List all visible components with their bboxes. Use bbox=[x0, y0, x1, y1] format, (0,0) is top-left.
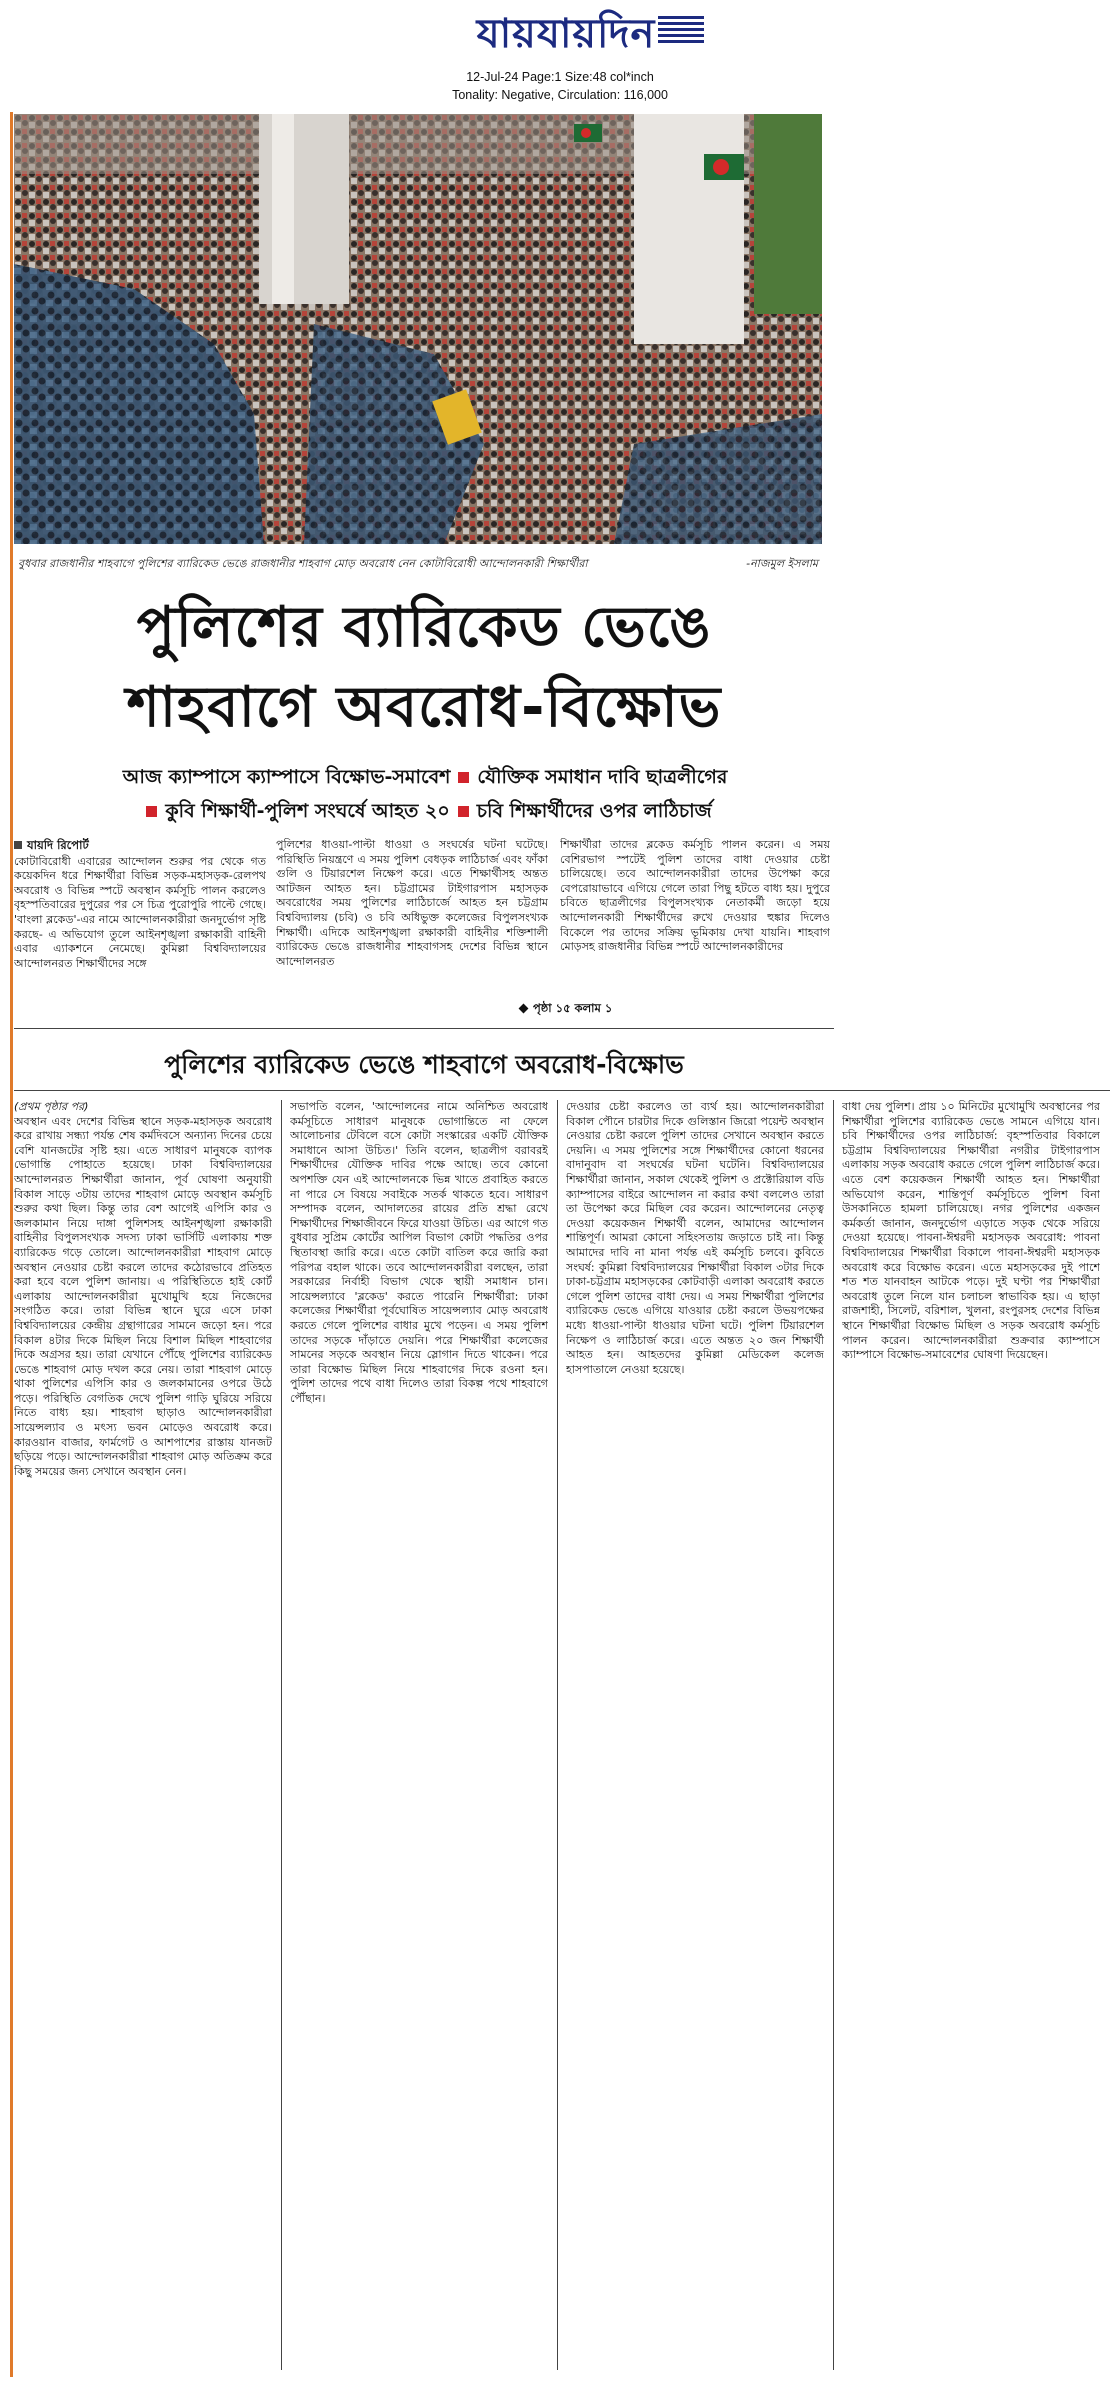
red-square-icon bbox=[458, 806, 469, 817]
protest-photo bbox=[14, 114, 822, 544]
masthead bbox=[0, 0, 1120, 108]
headline-line-1: পুলিশের ব্যারিকেড ভেঙে bbox=[136, 595, 712, 660]
photo-caption: বুধবার রাজধানীর শাহবাগে পুলিশের ব্যারিকেড ভেঙে রাজধানীর শাহবাগ মোড় অবরোধ নেন কোটাবিরোধী আন্দোলনকারী শিক্ষার্থীরা -নাজমুল ইসলাম bbox=[18, 555, 818, 574]
column-rule bbox=[281, 1100, 282, 2370]
newspaper-logo: যায়যায়দিন bbox=[428, 8, 704, 62]
lead-column-3: শিক্ষার্থীরা তাদের ব্লকেড কর্মসূচি পালন করেন। এ সময় বেশিরভাগ স্পটেই পুলিশ তাদের বাধা দেওয়ার চেষ্টা চালিয়েছে। তবে আন্দোলনকারীরা তাদের উপেক্ষা করে বেপরোয়াভাবে এগিয়ে গেলে তারা পিছু হটতে বাধ্য হয়। দুপুরে চবিতে ছাত্রলীগের বিপুলসংখ্যক নেতাকর্মী জড়ো হয়ে আন্দোলনকারী শিক্ষার্থীদের রুখে দেওয়ার হুঙ্কার দিলেও বিকেলে পর তাদের সক্রিয় ভূমিকায় দেখা যায়নি। শাহবাগ মোড়সহ রাজধানীর বিভিন্ন স্পটে আন্দোলনকারীদের bbox=[560, 838, 830, 954]
diamond-bullet-icon bbox=[519, 1004, 529, 1014]
clipping-meta-tonality: Tonality: Negative, Circulation: 116,000 bbox=[452, 88, 668, 102]
red-square-icon bbox=[458, 772, 469, 783]
red-square-icon bbox=[146, 806, 157, 817]
jump-divider bbox=[14, 1090, 1110, 1091]
subhead-a: আজ ক্যাম্পাসে ক্যাম্পাসে বিক্ষোভ-সমাবেশ bbox=[122, 766, 451, 788]
lead-column-2: পুলিশের ধাওয়া-পাল্টা ধাওয়া ও সংঘর্ষের ঘটনা ঘটেছে। পরিস্থিতি নিয়ন্ত্রণে এ সময় পুলিশ বেধড়ক লাঠিচার্জ এবং ফাঁকা গুলি ও টিয়ারশেল নিক্ষেপ করে। এতে শিক্ষার্থীসহ অন্তত আটজন আহত হন। চট্টগ্রামের টাইগারপাস মহাসড়ক অবরোধের সময় পুলিশের লাঠিচার্জে আহত হন চট্টগ্রাম বিশ্ববিদ্যালয় (চবি) ও চবি অধিভুক্ত কলেজের বিপুলসংখ্যক শিক্ষার্থী। এদিকে আইনশৃঙ্খলা রক্ষাকারী বাহিনীর শক্তিশালী ব্যারিকেড ভেঙে রাজধানীর শাহবাগসহ দেশের বিভিন্ন স্থানে আন্দোলনরত bbox=[276, 838, 548, 968]
subhead-d: চবি শিক্ষার্থীদের ওপর লাঠিচার্জ bbox=[476, 800, 712, 822]
section-divider bbox=[14, 1028, 834, 1029]
accent-bar bbox=[10, 112, 13, 2377]
headline-line-2: শাহবাগে অবরোধ-বিক্ষোভ bbox=[126, 675, 722, 740]
subheads-row-1 bbox=[20, 763, 830, 795]
subhead-b: যৌক্তিক সমাধান দাবি ছাত্রলীগের bbox=[477, 766, 728, 788]
column-rule bbox=[557, 1100, 558, 2370]
column-rule bbox=[833, 1100, 834, 2370]
continuation-note: (প্রথম পৃষ্ঠার পর) bbox=[14, 1100, 89, 1113]
protest-crowd-image bbox=[14, 114, 822, 544]
subheads-row-2 bbox=[20, 797, 830, 829]
lead-column-1: যায়দি রিপোর্ট কোটাবিরোধী এবারের আন্দোলন শুরুর পর থেকে গত কয়েকদিন ধরে শিক্ষার্থীরা বিভিন্ন সড়ক-মহাসড়ক-রেলপথ অবরোধ ও বিভিন্ন স্পটে অবস্থান কর্মসূচি পালন করলেও বৃহস্পতিবারের দুপুরের পর সে চিত্র পুরোপুরি পাল্টে গেছে। 'বাংলা ব্লকেড'-এর নামে আন্দোলনকারীরা জনদুর্ভোগ সৃষ্টি করছে- এ অভিযোগ তুলে আইনশৃঙ্খলা রক্ষাকারী বাহিনী এবার এ্যাকশনে নেমেছে। কুমিল্লা বিশ্ববিদ্যালয়ের আন্দোলনরত শিক্ষার্থীদের সঙ্গে bbox=[14, 838, 266, 970]
jump-column-2: সভাপতি বলেন, 'আন্দোলনের নামে অনিশ্চিত অবরোধ কর্মসূচিতে সাধারণ মানুষকে ভোগান্তিতে না ফেলে আলোচনার টেবিলে বসে কোটা সংস্কারের একটি যৌক্তিক সমাধানে আসা উচিত।' তিনি বলেন, ছাত্রলীগ বরাবরই শিক্ষার্থীদের যৌক্তিক দাবির পক্ষে আছে। তবে কোনো অপশক্তি যেন এই আন্দোলনকে ভিন্ন খাতে প্রবাহিত করতে না পারে সে বিষয়ে সবাইকে সতর্ক থাকতে হবে। সাধারণ সম্পাদক বলেন, আদালতের রায়ের প্রতি শ্রদ্ধা রেখে শিক্ষার্থীদের শিক্ষাজীবনে ফিরে যাওয়া উচিত। এর আগে গত বুধবার সুপ্রিম কোর্টের আপিল বিভাগ কোটা পদ্ধতির ওপর স্থিতাবস্থা জারি করে। এতে কোটা বাতিল করে জারি করা পরিপত্র বহাল থাকে। তবে আন্দোলনকারীরা বলছেন, তারা সরকারের নির্বাহী বিভাগ থেকে স্থায়ী সমাধান চান। সায়েন্সল্যাবে 'ব্লকেড' করতে পারেনি শিক্ষার্থীরা: ঢাকা কলেজের শিক্ষার্থীরা পূর্বঘোষিত সায়েন্সল্যাব মোড় অবরোধ করতে গেলে পুলিশের বাধার মুখে পড়েন। এ সময় পুলিশ তাদের সড়কে দাঁড়াতে দেয়নি। পরে শিক্ষার্থীরা কলেজের সামনের সড়কে অবস্থান নিয়ে স্লোগান দিতে থাকেন। পরে তারা বিক্ষোভ মিছিল নিয়ে শাহবাগের দিকে রওনা হন। পুলিশ তাদের পথে বাধা দিলেও তারা বিকল্প পথে শাহবাগে পৌঁছান। bbox=[290, 1100, 548, 1405]
jump-column-3: দেওয়ার চেষ্টা করলেও তা ব্যর্থ হয়। আন্দোলনকারীরা বিকাল পৌনে চারটার দিকে গুলিস্তান জিরো পয়েন্ট অবস্থান নেওয়ার চেষ্টা করলে পুলিশ তাদের সেখানে অবস্থান করতে দেয়নি। এ সময় পুলিশের সঙ্গে শিক্ষার্থীদের কোনো ধরনের বাদানুবাদ বা সংঘর্ষের ঘটনা ঘটেনি। বিশ্ববিদ্যালয়ের শিক্ষার্থীরা জানান, সকাল থেকেই পুলিশ ও প্রক্টোরিয়াল বডি ক্যাম্পাসের বাইরে আন্দোলন না করার কথা বললেও তারা তা উপেক্ষা করে মিছিল বের করেন। আন্দোলনের নেতৃত্ব দেওয়া কয়েকজন শিক্ষার্থী বলেন, আমাদের আন্দোলন শান্তিপূর্ণ। আমরা কোনো সহিংসতায় জড়াতে চাই না। কিন্তু আমাদের দাবি না মানা পর্যন্ত এই কর্মসূচি চলবে। কুবিতে সংঘর্ষ: কুমিল্লা বিশ্ববিদ্যালয়ের শিক্ষার্থীরা বিকাল ৩টার দিকে ঢাকা-চট্টগ্রাম মহাসড়কের কোটবাড়ী এলাকা অবরোধ করতে গেলে পুলিশ তাদের বাধা দেয়। এ সময় শিক্ষার্থীরা পুলিশের ব্যারিকেড ভেঙে এগিয়ে যাওয়ার চেষ্টা করলে উভয়পক্ষের মধ্যে ধাওয়া-পাল্টা ধাওয়ার ঘটনা ঘটে। পুলিশ টিয়ারশেল নিক্ষেপ ও লাঠিচার্জ করে। এতে অন্তত ২০ জন শিক্ষার্থী আহত হন। আহতদের কুমিল্লা মেডিকেল কলেজ হাসপাতালে নেওয়া হয়েছে। bbox=[566, 1100, 824, 1376]
logo-lines-icon bbox=[658, 16, 704, 46]
jump-column-1: (প্রথম পৃষ্ঠার পর) অবস্থান এবং দেশের বিভিন্ন স্থানে সড়ক-মহাসড়ক অবরোধ করে রাখায় সন্ধ্যা পর্যন্ত শেষ কর্মদিবসে অন্যান্য দিনের চেয়ে বেশি যানজটের সৃষ্টি হয়। এতে সাধারণ মানুষকে ব্যাপক ভোগান্তি পোহাতে হয়েছে। ঢাকা বিশ্ববিদ্যালয়ের আন্দোলনরত শিক্ষার্থীরা জানান, পূর্ব ঘোষণা অনুযায়ী বিকাল সাড়ে ৩টায় তাদের শাহবাগ মোড়ে অবস্থান কর্মসূচি শুরুর কথা ছিল। কিন্তু তার বেশ আগেই এপিসি কার ও জলকামান নিয়ে দাঙ্গা পুলিশসহ আইনশৃঙ্খলা রক্ষাকারী বাহিনীর বিপুলসংখ্যক সদস্য ঢাকা ভার্সিটি এলাকায় শক্ত ব্যারিকেড গড়ে তোলে। আন্দোলনকারীরা শাহবাগ মোড়ে অবস্থান নেওয়ার চেষ্টা করলে তাদের কঠোরভাবে প্রতিহত করা হবে বলে পুলিশ জানায়। এ পরিস্থিতিতে হাই কোর্ট এলাকায় আন্দোলনকারীরা মুখোমুখি হয়ে নিজেদের সংগঠিত করে। তারা বিভিন্ন স্থানে ঘুরে এসে ঢাকা বিশ্ববিদ্যালয়ের কেন্দ্রীয় গ্রন্থাগারের সামনে জড়ো হন। পরে বিকাল ৪টার দিকে মিছিল নিয়ে বিশাল মিছিল শাহবাগের দিকে অগ্রসর হয়। তারা যেখানে পৌঁছে পুলিশের ব্যারিকেড ভেঙে শাহবাগ মোড় দখল করে নেয়। তারা শাহবাগ মোড়ে থাকা পুলিশের এপিসি কার ও জলকামানের ওপরে উঠে পড়ে। পরিস্থিতি বেগতিক দেখে পুলিশ গাড়ি ঘুরিয়ে সরিয়ে নিতে বাধ্য হয়। শাহবাগ ছাড়াও আন্দোলনকারীরা সায়েন্সল্যাব ও মৎস্য ভবন মোড়েও অবরোধ করে। কারওয়ান বাজার, ফার্মগেট ও আশপাশের রাস্তায় যানজট ছড়িয়ে পড়ে। আন্দোলনকারীরা শাহবাগ মোড় অতিক্রম করে কিছু সময়ের জন্য সেখানে অবস্থান নেন। bbox=[14, 1100, 272, 1478]
subhead-c: কুবি শিক্ষার্থী-পুলিশ সংঘর্ষে আহত ২০ bbox=[165, 800, 450, 822]
square-bullet-icon bbox=[14, 841, 22, 849]
clipping-meta-date: 12-Jul-24 Page:1 Size:48 col*inch bbox=[466, 70, 654, 84]
jump-headline: পুলিশের ব্যারিকেড ভেঙে শাহবাগে অবরোধ-বিক্ষোভ bbox=[164, 1050, 684, 1079]
photo-credit: -নাজমুল ইসলাম bbox=[746, 557, 818, 570]
jump-column-4: বাধা দেয় পুলিশ। প্রায় ১০ মিনিটের মুখোমুখি অবস্থানের পর শিক্ষার্থীরা পুলিশের ব্যারিকেড ভেঙে সামনে এগিয়ে যান। চবি শিক্ষার্থীদের ওপর লাঠিচার্জ: বৃহস্পতিবার বিকালে চট্টগ্রাম বিশ্ববিদ্যালয়ের শিক্ষার্থীরা নগরীর টাইগারপাস এলাকায় সড়ক অবরোধ করতে গেলে পুলিশ লাঠিচার্জ করে। এতে বেশ কয়েকজন শিক্ষার্থী আহত হন। শিক্ষার্থীরা অভিযোগ করেন, শান্তিপূর্ণ কর্মসূচিতে পুলিশ বিনা উসকানিতে হামলা চালিয়েছে। নগর পুলিশের একজন কর্মকর্তা জানান, জনদুর্ভোগ এড়াতে সড়ক থেকে সরিয়ে দেওয়া হয়েছে। পাবনা-ঈশ্বরদী মহাসড়ক অবরোধ: পাবনা বিশ্ববিদ্যালয়ের শিক্ষার্থীরা বিকালে পাবনা-ঈশ্বরদী মহাসড়ক অবরোধ করে বিক্ষোভ করেন। এতে মহাসড়কের দুই পাশে শত শত যানবাহন আটকে পড়ে। দুই ঘণ্টা পর শিক্ষার্থীরা অবরোধ তুলে নিলে যান চলাচল স্বাভাবিক হয়। এ ছাড়া রাজশাহী, সিলেট, বরিশাল, খুলনা, রংপুরসহ দেশের বিভিন্ন স্থানে শিক্ষার্থীরা বিক্ষোভ মিছিল ও সড়ক অবরোধ কর্মসূচি পালন করেন। আন্দোলনকারীরা শুক্রবার ক্যাম্পাসে ক্যাম্পাসে বিক্ষোভ-সমাবেশের ঘোষণা দিয়েছেন। bbox=[842, 1100, 1100, 1362]
continued-note: পৃষ্ঠা ১৫ কলাম ১ bbox=[520, 1000, 612, 1019]
reporter-byline: যায়দি রিপোর্ট bbox=[14, 838, 266, 853]
